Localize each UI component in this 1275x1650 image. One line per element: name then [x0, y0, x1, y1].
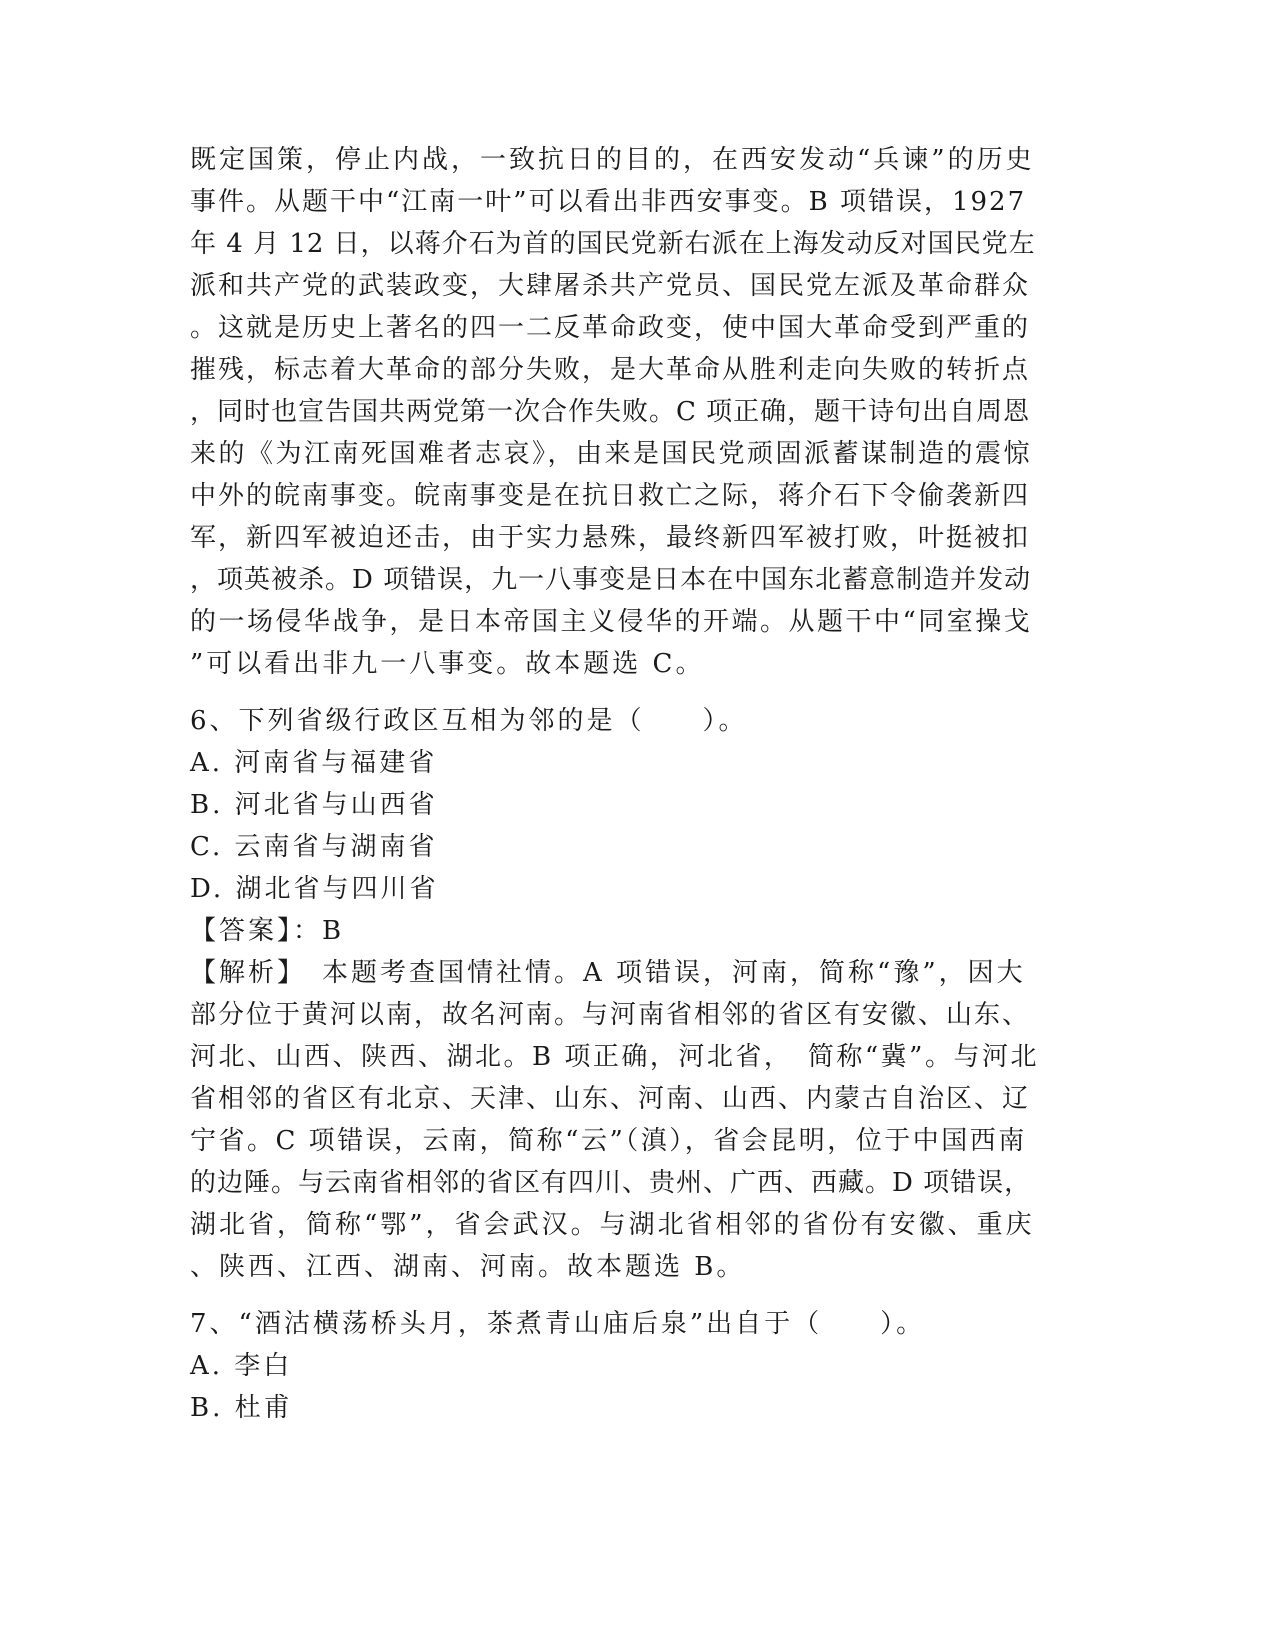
- explanation-line: 的一场侵华战争，是日本帝国主义侵华的开端。从题干中“同室操戈: [190, 607, 1033, 637]
- explanation-line: 年 4 月 12 日，以蒋介石为首的国民党新右派在上海发动反对国民党左: [190, 229, 1036, 259]
- question-6-explanation-line: 的边陲。与云南省相邻的省区有四川、贵州、广西、西藏。D 项错误，: [190, 1168, 1032, 1198]
- explanation-line: 来的《为江南死国难者志哀》，由来是国民党顽固派蓄谋制造的震惊: [190, 439, 1033, 469]
- question-7-option-a: A. 李白: [190, 1351, 293, 1381]
- explanation-line: ，同时也宣告国共两党第一次合作失败。C 项正确，题干诗句出自周恩: [190, 397, 1031, 427]
- explanation-line: 。这就是历史上著名的四一二反革命政变，使中国大革命受到严重的: [190, 313, 1031, 343]
- explanation-line: 摧残，标志着大革命的部分失败，是大革命从胜利走向失败的转折点: [190, 355, 1031, 385]
- question-6-explanation-line: 湖北省，简称“鄂”，省会武汉。与湖北省相邻的省份有安徽、重庆: [190, 1210, 1035, 1240]
- question-6-explanation-line: 宁省。C 项错误，云南，简称“云”（滇），省会昆明，位于中国西南: [190, 1126, 1027, 1156]
- question-6-explanation-line: 河北、山西、陕西、湖北。B 项正确，河北省， 简称“冀”。与河北: [190, 1042, 1039, 1072]
- explanation-line: ，项英被杀。D 项错误，九一八事变是日本在中国东北蓄意制造并发动: [190, 565, 1032, 595]
- question-6-option-c: C. 云南省与湖南省: [190, 832, 438, 862]
- question-6-explanation-line: 、陕西、江西、湖南、河南。故本题选 B。: [190, 1252, 746, 1282]
- question-6-option-b: B. 河北省与山西省: [190, 790, 438, 820]
- question-6-option-d: D. 湖北省与四川省: [190, 874, 439, 904]
- explanation-line: 军，新四军被迫还击，由于实力悬殊，最终新四军被打败，叶挺被扣: [190, 523, 1031, 553]
- question-7-option-b: B. 杜甫: [190, 1393, 293, 1423]
- question-6-explanation-line: 省相邻的省区有北京、天津、山东、河南、山西、内蒙古自治区、辽: [190, 1084, 1031, 1114]
- explanation-line: 派和共产党的武装政变，大肆屠杀共产党员、国民党左派及革命群众: [190, 271, 1031, 301]
- explanation-line: ”可以看出非九一八事变。故本题选 C。: [190, 649, 705, 679]
- question-6-stem: 6、下列省级行政区互相为邻的是（ ）。: [190, 706, 748, 736]
- question-6-explanation-line: 部分位于黄河以南，故名河南。与河南省相邻的省区有安徽、山东、: [190, 1000, 1031, 1030]
- question-6-option-a: A. 河南省与福建省: [190, 748, 438, 778]
- explanation-line: 既定国策，停止内战，一致抗日的目的，在西安发动“兵谏”的历史: [190, 145, 1035, 175]
- question-7-stem: 7、“酒沽横荡桥头月，茶煮青山庙后泉”出自于（ ）。: [190, 1309, 926, 1339]
- explanation-line: 中外的皖南事变。皖南事变是在抗日救亡之际，蒋介石下令偷袭新四: [190, 481, 1031, 511]
- question-6-explanation-line: 【解析】 本题考查国情社情。A 项错误，河南，简称“豫”，因大: [190, 958, 1026, 988]
- question-6-answer: 【答案】：B: [190, 916, 345, 946]
- explanation-line: 事件。从题干中“江南一叶”可以看出非西安事变。B 项错误，1927: [190, 187, 1027, 217]
